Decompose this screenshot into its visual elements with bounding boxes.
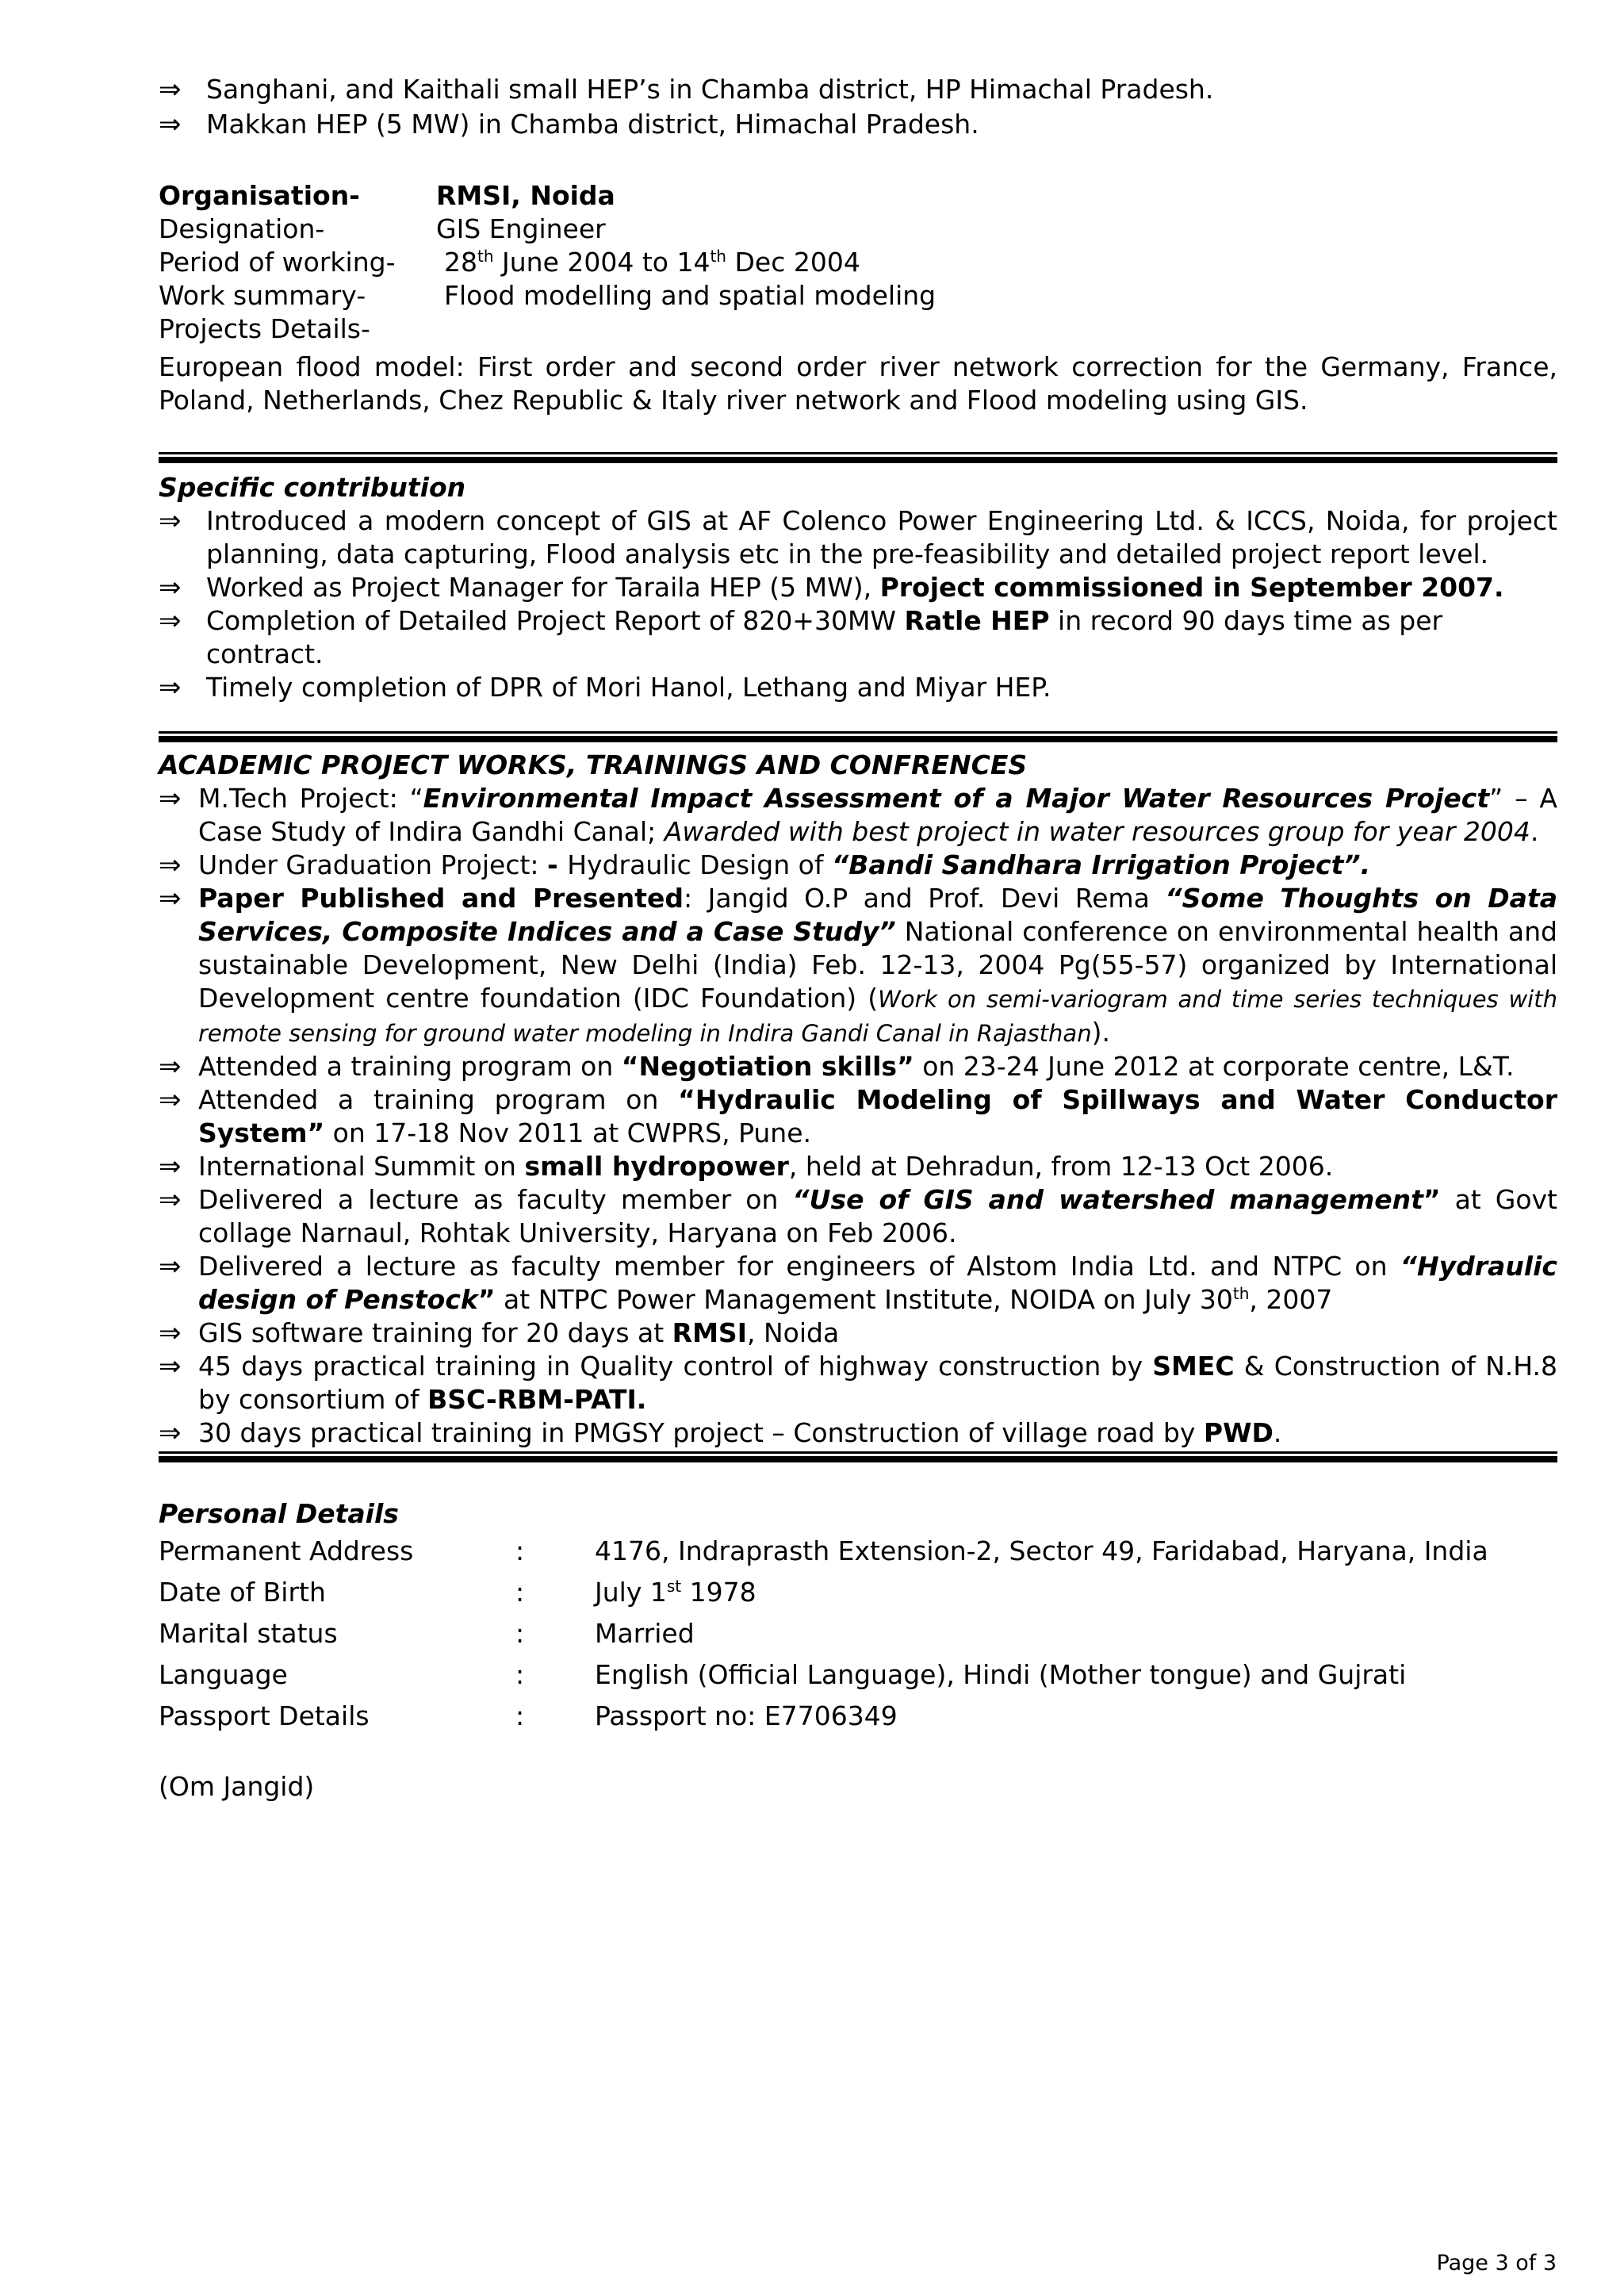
list-item: ⇒ 30 days practical training in PMGSY project – Construction of village road by PWD. xyxy=(159,1417,1282,1449)
arrow-icon: ⇒ xyxy=(159,572,182,604)
arrow-icon: ⇒ xyxy=(159,783,182,815)
arrow-icon: ⇒ xyxy=(159,74,182,105)
arrow-icon: ⇒ xyxy=(159,109,182,140)
arrow-icon: ⇒ xyxy=(159,1184,182,1216)
arrow-icon: ⇒ xyxy=(159,849,182,881)
arrow-icon: ⇒ xyxy=(159,1151,182,1182)
list-item: ⇒ Under Graduation Project: - Hydraulic Design of “Bandi Sandhara Irrigation Project”. xyxy=(159,849,1371,881)
list-item: ⇒ Attended a training program on “Negotiation skills” on 23-24 June 2012 at corporate centre, L&T. xyxy=(159,1051,1515,1083)
academic-heading: ACADEMIC PROJECT WORKS, TRAININGS AND CONFRENCES xyxy=(159,749,1028,780)
org-label: Organisation- xyxy=(159,180,360,211)
specific-heading: Specific contribution xyxy=(159,472,466,503)
list-item: ⇒ Sanghani, and Kaithali small HEP’s in Chamba district, HP Himachal Pradesh. xyxy=(159,74,1214,105)
work-summary-value: Flood modelling and spatial modeling xyxy=(444,280,936,311)
period-value: 28th June 2004 to 14th Dec 2004 xyxy=(444,247,860,278)
arrow-icon: ⇒ xyxy=(159,1251,182,1282)
list-item: ⇒ GIS software training for 20 days at RMSI, Noida xyxy=(159,1317,840,1349)
specific-list xyxy=(159,504,1557,704)
list-item: ⇒ M.Tech Project: “Environmental Impact Assessment of a Major Water Resources Project” – A Case Study of Indira Gandhi Canal; Awarded with best project in water resources group for year 2004. xyxy=(159,783,1557,847)
signature: (Om Jangid) xyxy=(159,1771,315,1802)
list-item: ⇒ Introduced a modern concept of GIS at AF Colenco Power Engineering Ltd. & ICCS, Noida, for project planning, data capturing, Flood analysis etc in the pre-feasibility and detailed project report level. xyxy=(159,505,1557,569)
list-item: ⇒ Delivered a lecture as faculty member on “Use of GIS and watershed management” at Govt collage Narnaul, Rohtak University, Haryana on Feb 2006. xyxy=(159,1184,1557,1248)
academic-list xyxy=(159,782,1557,1450)
arrow-icon: ⇒ xyxy=(159,883,182,914)
period-label: Period of working- xyxy=(159,247,396,278)
section-divider xyxy=(159,452,1557,463)
arrow-icon: ⇒ xyxy=(159,505,182,537)
arrow-icon: ⇒ xyxy=(159,1084,182,1116)
personal-row: Marital status : Married xyxy=(159,1618,695,1649)
personal-details xyxy=(159,1531,1557,1737)
arrow-icon: ⇒ xyxy=(159,605,182,637)
personal-row: Date of Birth : July 1st 1978 xyxy=(159,1577,756,1608)
personal-row: Permanent Address : 4176, Indraprasth Extension-2, Sector 49, Faridabad, Haryana, India xyxy=(159,1535,1488,1566)
designation-value: GIS Engineer xyxy=(436,213,606,244)
section-divider xyxy=(159,1451,1557,1462)
arrow-icon: ⇒ xyxy=(159,1351,182,1382)
resume-page xyxy=(159,73,1557,1803)
designation-label: Designation- xyxy=(159,213,325,244)
arrow-icon: ⇒ xyxy=(159,1051,182,1083)
list-item: ⇒ Makkan HEP (5 MW) in Chamba district, Himachal Pradesh. xyxy=(159,109,979,140)
list-item: ⇒ International Summit on small hydropower, held at Dehradun, from 12-13 Oct 2006. xyxy=(159,1151,1334,1182)
projects-text: European flood model: First order and second order river network correction for the Germany, France, Poland, Netherlands, Chez Republic & Italy river network and Flood modeling using GIS. xyxy=(159,351,1557,416)
arrow-icon: ⇒ xyxy=(159,1317,182,1349)
list-item: ⇒ Completion of Detailed Project Report of 820+30MW Ratle HEP in record 90 days time as per contract. xyxy=(159,605,1443,669)
organisation-block xyxy=(159,179,1557,346)
personal-row: Passport Details : Passport no: E7706349 xyxy=(159,1700,898,1731)
list-item: ⇒ Attended a training program on “Hydraulic Modeling of Spillways and Water Conductor System” on 17-18 Nov 2011 at CWPRS, Pune. xyxy=(159,1084,1557,1148)
work-summary-label: Work summary- xyxy=(159,280,366,311)
org-value: RMSI, Noida xyxy=(436,180,615,211)
arrow-icon: ⇒ xyxy=(159,1417,182,1449)
list-item: ⇒ Worked as Project Manager for Taraila HEP (5 MW), Project commissioned in September 2007. xyxy=(159,572,1504,604)
page-number: Page 3 of 3 xyxy=(1436,2251,1557,2275)
list-item: ⇒ Delivered a lecture as faculty member for engineers of Alstom India Ltd. and NTPC on “Hydraulic design of Penstock” at NTPC Power Management Institute, NOIDA on July 30th, 2007 xyxy=(159,1251,1557,1315)
list-item: ⇒ Paper Published and Presented: Jangid O.P and Prof. Devi Rema “Some Thoughts on Data Services, Composite Indices and a Case Study” National conference on environmental health and sustainable Development, New Delhi (India) Feb. 12-13, 2004 Pg(55-57) organized by International Development centre foundation (IDC Foundation) (Work on semi-variogram and time series techniques with remote sensing for ground water modeling in Indira Gandi Canal in Rajasthan). xyxy=(159,883,1557,1048)
projects-label: Projects Details- xyxy=(159,313,370,344)
personal-heading: Personal Details xyxy=(159,1498,399,1529)
top-list xyxy=(159,73,1557,141)
list-item: ⇒ 45 days practical training in Quality control of highway construction by SMEC & Construction of N.H.8 by consortium of BSC-RBM-PATI. xyxy=(159,1351,1557,1415)
personal-row: Language : English (Official Language), Hindi (Mother tongue) and Gujrati xyxy=(159,1659,1407,1690)
list-item: ⇒ Timely completion of DPR of Mori Hanol, Lethang and Miyar HEP. xyxy=(159,672,1051,703)
arrow-icon: ⇒ xyxy=(159,672,182,703)
section-divider xyxy=(159,731,1557,742)
